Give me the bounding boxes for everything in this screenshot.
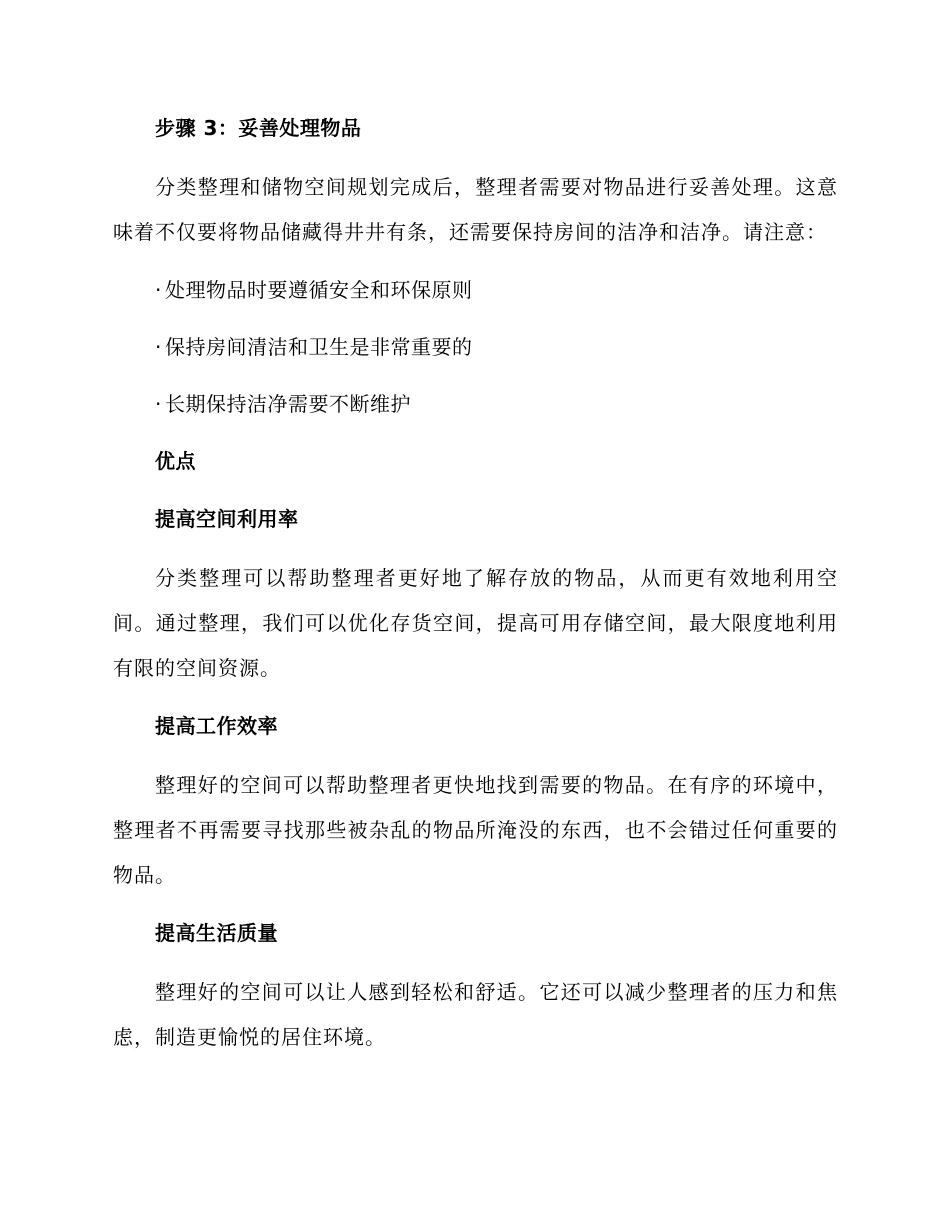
bullet-dot: · [155,278,162,302]
section-heading-work-efficiency: 提高工作效率 [155,714,278,738]
section-heading-space-utilization: 提高空间利用率 [155,507,299,531]
step3-bullet-item [113,389,838,419]
step3-bullet-item [113,275,838,305]
step3-paragraph: 分类整理和储物空间规划完成后，整理者需要对物品进行妥善处理。这意味着不仅要将物品储藏得井井有条，还需要保持房间的洁净和洁净。请注意： [113,175,838,244]
step3-bullet-item [113,332,838,362]
bullet-dot: · [155,335,162,359]
section-heading-life-quality: 提高生活质量 [155,921,278,945]
bullet-dot: · [155,392,162,416]
bullet-text: 长期保持洁净需要不断维护 [165,392,411,416]
bullet-text: 保持房间清洁和卫生是非常重要的 [165,335,473,359]
section-paragraph-life-quality: 整理好的空间可以让人感到轻松和舒适。它还可以减少整理者的压力和焦虑，制造更愉悦的居住环境。 [113,980,838,1049]
section-paragraph-space-utilization: 分类整理可以帮助整理者更好地了解存放的物品，从而更有效地利用空间。通过整理，我们可以优化存货空间，提高可用存储空间，最大限度地利用有限的空间资源。 [113,566,838,680]
step3-heading: 步骤 3：妥善处理物品 [155,116,362,140]
advantages-heading: 优点 [155,449,196,473]
section-paragraph-work-efficiency: 整理好的空间可以帮助整理者更快地找到需要的物品。在有序的环境中，整理者不再需要寻找那些被杂乱的物品所淹没的东西，也不会错过任何重要的物品。 [113,773,838,887]
bullet-text: 处理物品时要遵循安全和环保原则 [165,278,473,302]
